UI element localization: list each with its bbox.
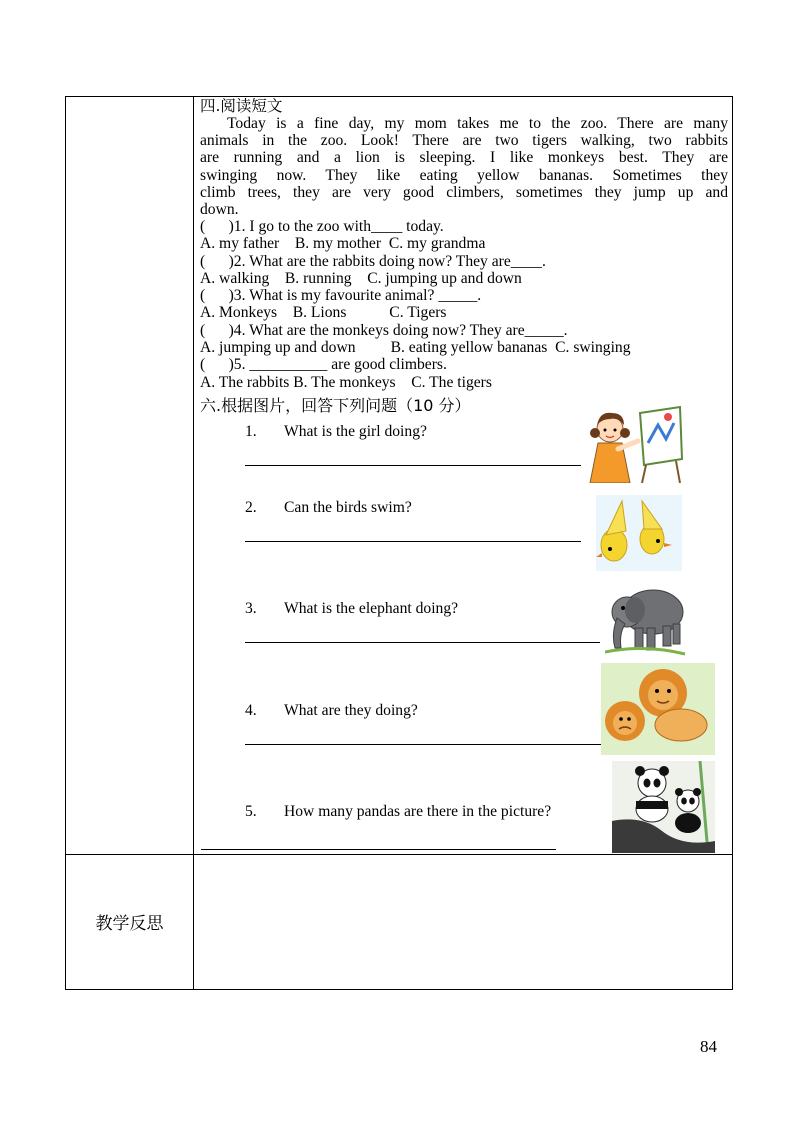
answer-line-4[interactable] — [245, 744, 602, 745]
picture-question-5-text: How many pandas are there in the picture? — [284, 803, 552, 820]
question-2-options: A. walking B. running C. jumping up and down — [200, 270, 522, 287]
answer-line-3[interactable] — [245, 642, 600, 643]
question-2: ( )2. What are the rabbits doing now? They are____. — [200, 252, 546, 270]
reading-heading: 四.阅读短文 — [200, 97, 283, 115]
reflection-label: 教学反思 — [95, 914, 164, 934]
passage-line-2: animals in the zoo. Look! There are two tigers walking, two rabbits — [200, 132, 728, 149]
question-3: ( )3. What is my favourite animal? _____. — [200, 287, 482, 304]
question-4-options: A. jumping up and down B. eating yellow bananas C. swinging — [200, 339, 631, 356]
question-1-options: A. my father B. my mother C. my grandma — [200, 235, 486, 252]
picture-question-3-text: What is the elephant doing? — [284, 600, 459, 617]
birds-picture — [596, 495, 682, 571]
column-divider — [193, 97, 194, 989]
picture-question-3-number: 3. — [245, 600, 257, 617]
passage-line-1: Today is a fine day, my mom takes me to the zoo. There are many — [227, 115, 728, 132]
page-number: 84 — [700, 1037, 717, 1056]
question-5: ( )5. __________ are good climbers. — [200, 356, 447, 373]
passage-line-5: climb trees, they are very good climbers, sometimes they jump up and — [200, 184, 728, 201]
answer-line-1[interactable] — [245, 465, 581, 466]
question-3-options: A. Monkeys B. Lions C. Tigers — [200, 304, 447, 321]
lions-picture — [601, 663, 715, 755]
worksheet-table — [65, 96, 733, 990]
picture-question-1-number: 1. — [245, 423, 257, 440]
question-4: ( )4. What are the monkeys doing now? They are_____. — [200, 322, 568, 339]
question-5-options: A. The rabbits B. The monkeys C. The tigers — [200, 374, 492, 391]
picture-question-2-text: Can the birds swim? — [284, 499, 412, 516]
passage-line-3: are running and a lion is sleeping. I like monkeys best. They are — [200, 149, 728, 166]
elephant-picture — [605, 582, 687, 658]
answer-line-5[interactable] — [201, 849, 556, 850]
pandas-picture — [612, 761, 715, 853]
picture-question-4-text: What are they doing? — [284, 702, 418, 719]
answer-line-2[interactable] — [245, 541, 581, 542]
picture-question-4-number: 4. — [245, 702, 257, 719]
passage-line-4: swinging now. They like eating yellow bananas. Sometimes they — [200, 166, 728, 184]
picture-question-1-text: What is the girl doing? — [284, 423, 427, 440]
picture-question-5-number: 5. — [245, 803, 257, 820]
pictures-heading: 六.根据图片，回答下列问题（10 分） — [200, 396, 471, 415]
question-1: ( )1. I go to the zoo with____ today. — [200, 218, 444, 235]
girl-painting-picture — [588, 403, 684, 483]
passage-line-6: down. — [200, 201, 239, 218]
picture-question-2-number: 2. — [245, 499, 257, 516]
